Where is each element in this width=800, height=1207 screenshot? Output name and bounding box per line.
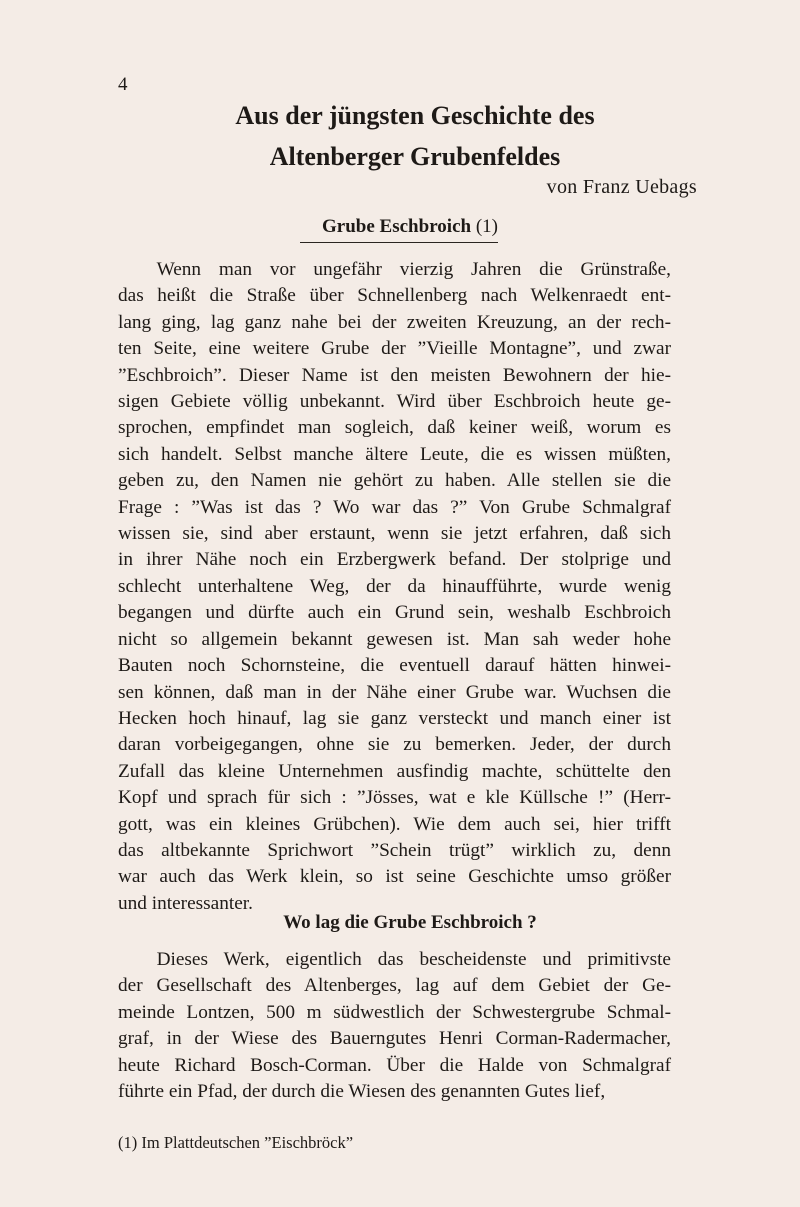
text-line: und interessanter. bbox=[118, 892, 253, 914]
text-line: Frage : ”Was ist das ? Wo war das ?” Von Grube Schmalgraf bbox=[118, 496, 671, 518]
text-line: nicht so allgemein bekannt gewesen ist. Man sah weder hohe bbox=[118, 628, 671, 650]
text-line: das altbekannte Sprichwort ”Schein trügt” wirklich zu, denn bbox=[118, 839, 671, 861]
section-heading-location bbox=[160, 910, 660, 936]
paragraph-location bbox=[118, 947, 671, 1105]
section-heading-location-text: Wo lag die Grube Eschbroich ? bbox=[283, 912, 537, 933]
text-line: schlecht unterhaltene Weg, der da hinaufführte, wurde wenig bbox=[118, 575, 671, 597]
text-line: geben zu, den Namen nie gehört zu haben. Alle stellen sie die bbox=[118, 470, 671, 492]
text-line: das heißt die Straße über Schnellenberg nach Welkenraedt ent- bbox=[118, 285, 671, 307]
paragraph-intro bbox=[118, 257, 671, 917]
footnote-reference: (1) bbox=[475, 216, 498, 237]
page-number: 4 bbox=[118, 74, 128, 95]
text-line: sen können, daß man in der Nähe einer Grube war. Wuchsen die bbox=[118, 681, 671, 703]
text-line: Dieses Werk, eigentlich das bescheidenste und primitivste bbox=[118, 949, 671, 970]
text-line: war auch das Werk klein, so ist seine Geschichte umso größer bbox=[118, 866, 671, 888]
text-line: sigen Gebiete völlig unbekannt. Wird über Eschbroich heute ge- bbox=[118, 391, 671, 413]
heading-underline-rule bbox=[300, 242, 498, 243]
text-line: lang ging, lag ganz nahe bei der zweiten Kreuzung, an der rech- bbox=[118, 311, 671, 333]
article-title-line-2: Altenberger Grubenfeldes bbox=[269, 142, 561, 171]
text-line: ten Seite, eine weitere Grube der ”Vieille Montagne”, und zwar bbox=[118, 338, 671, 360]
text-line: heute Richard Bosch-Corman. Über die Halde von Schmalgraf bbox=[118, 1054, 671, 1076]
text-line: führte ein Pfad, der durch die Wiesen des genannten Gutes lief, bbox=[118, 1081, 606, 1103]
text-line: Bauten noch Schornsteine, die eventuell darauf hätten hinwei- bbox=[118, 655, 671, 677]
text-line: daran vorbeigegangen, ohne sie zu bemerken. Jeder, der durch bbox=[118, 734, 671, 756]
text-line: der Gesellschaft des Altenberges, lag auf dem Gebiet der Ge- bbox=[118, 975, 671, 997]
section-heading-grube-eschbroich bbox=[160, 214, 660, 240]
text-line: Wenn man vor ungefähr vierzig Jahren die Grünstraße, bbox=[118, 259, 671, 280]
text-line: sich handelt. Selbst manche ältere Leute, die es wissen müßten, bbox=[118, 443, 671, 465]
text-line: Kopf und sprach für sich : ”Jösses, wat e kle Küllsche !” (Herr- bbox=[118, 787, 671, 809]
text-line: ”Eschbroich”. Dieser Name ist den meisten Bewohnern der hie- bbox=[118, 364, 671, 386]
text-line: begangen und dürfte auch ein Grund sein, weshalb Eschbroich bbox=[118, 602, 671, 624]
text-line: meinde Lontzen, 500 m südwestlich der Schwestergrube Schmal- bbox=[118, 1001, 671, 1023]
text-line: graf, in der Wiese des Bauerngutes Henri Corman-Radermacher, bbox=[118, 1028, 671, 1050]
text-line: gott, was ein kleines Grübchen). Wie dem auch sei, hier trifft bbox=[118, 813, 671, 835]
text-line: wissen sie, sind aber erstaunt, wenn sie jetzt erfahren, daß sich bbox=[118, 523, 671, 545]
text-line: Zufall das kleine Unternehmen ausfindig machte, schüttelte den bbox=[118, 760, 671, 782]
article-title-line-1: Aus der jüngsten Geschichte des bbox=[235, 101, 595, 130]
text-line: in ihrer Nähe noch ein Erzbergwerk befand. Der stolprige und bbox=[118, 549, 671, 571]
article-author: von Franz Uebags bbox=[546, 176, 697, 198]
footnote: (1) Im Plattdeutschen ”Eischbröck” bbox=[118, 1133, 354, 1152]
text-line: sprochen, empfindet man sogleich, daß keiner weiß, worum es bbox=[118, 417, 671, 439]
section-heading-bold: Grube Eschbroich bbox=[322, 216, 472, 237]
text-line: Hecken hoch hinauf, lag sie ganz versteckt und manch einer ist bbox=[118, 707, 671, 729]
